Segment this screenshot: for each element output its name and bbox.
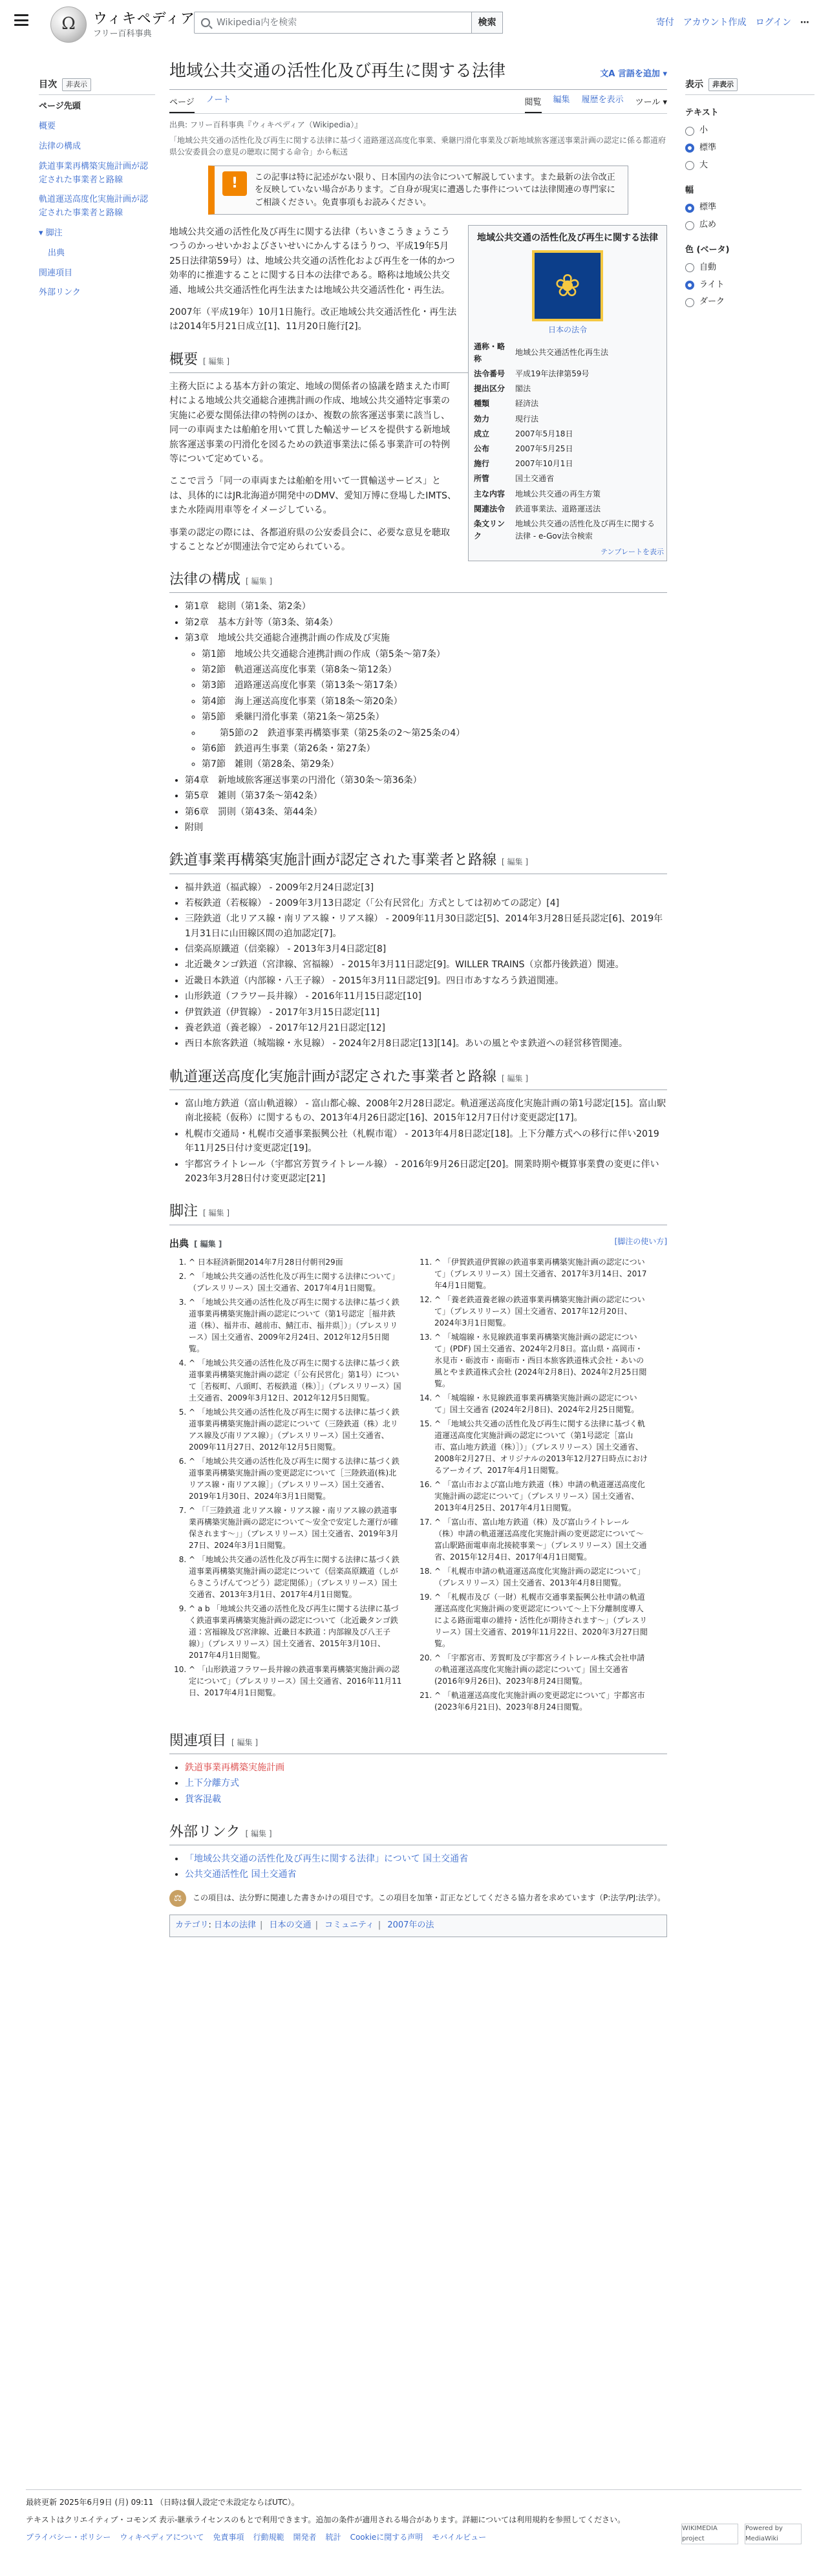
intro-paragraph-1: 地域公共交通の活性化及び再生に関する法律（ちいきこうきょうこうつうのかっせいかおよびさいせいにかんするほうりつ、平成19年5月25日法律第59号）は、地域公共交通の活性化および再生を一体的かつ効率的に推進することに関する日本の法律である。略称は地域公共交通、地域公共交通活性化再生法または地域公共交通活性化・再生法。 [169,227,455,295]
text-size-large[interactable]: 大 [685,159,814,173]
search-input[interactable] [194,12,472,34]
infobox-row [471,412,664,427]
tram-item[interactable]: • 富山地方鉄道（富山軌道線） - 富山都心線、2008年2月28日認定。軌道運送高度化実施計画の第1号認定[15]。富山駅南北接続（仮称）に関するもの、2013年4月26日認定[16]、2015年12月7日付け変更認定[17]。 [185,1097,667,1126]
infobox-label: 主な内容 [474,489,505,499]
structure-subitem: ◦ 第5節の2 鉄道事業再構築事業（第25条の2〜第25条の4） [202,726,667,740]
infobox-label: 成立 [474,429,490,438]
footer-link[interactable]: ウィキペディアについて [120,2533,204,2542]
toc-item-notes-label: 脚注 [45,228,63,238]
reference-item: 1. ^ 日本経済新聞2014年7月28日付朝刊29面 [189,1256,402,1268]
last-updated: 最終更新 2025年6月9日 (月) 09:11 （日時は個人設定で未設定ならばUTC）。 [26,2498,299,2507]
paulownia-emblem-icon[interactable]: ❀ [532,250,603,321]
search-icon [201,18,210,27]
section-tram: 軌道運送高度化実施計画が認定された事業者と路線 [ 編集 ] [169,1066,667,1090]
references [169,1256,667,1715]
appearance-panel [685,78,814,313]
structure-item: • 第1章 総則（第1条、第2条） [185,599,667,614]
structure-item: • 第6章 罰則（第43条、第44条） [185,805,667,819]
references-left [169,1256,402,1715]
reference-item: 14. ^ 「城端線・氷見線鉄道事業再構築実施計画の認定について」国土交通省 (2024年2月8日)、2024年2月25日閲覧。 [434,1392,648,1415]
infobox-value: 平成19年法律第59号 [515,369,590,379]
infobox-label: 通称・略称 [474,341,505,363]
wikipedia-globe-icon[interactable]: Ω [50,6,87,43]
reference-item: 18. ^ 「札幌市申請の軌道運送高度化実施計画の認定について」（プレスリリース）国土交通省、2013年4月8日閲覧。 [434,1565,648,1589]
wikimedia-badge[interactable]: WIKIMEDIA project [681,2524,738,2544]
stub-notice [169,1890,667,1907]
overview-paragraph-2: ここで言う「同一の車両または船舶を用いて一貫輸送サービス」とは、具体的にはJR北海道が開発中のDMV、愛知万博に登場したIMTS、また水陸両用車等をイメージしている。 [169,476,456,516]
rail-item[interactable]: • 福井鉄道（福武線） - 2009年2月24日認定[3] [185,881,667,895]
structure-item: • 第5章 雑則（第37条〜第42条） [185,789,667,803]
infobox-value: 現行法 [515,414,539,424]
reference-item: 11. ^ 「伊賀鉄道伊賀線の鉄道事業再構築実施計画の認定について」（プレスリリース）国土交通省、2017年3月14日、2017年4月1日閲覧。 [434,1256,648,1291]
show-template-link[interactable]: テンプレートを表示 [600,548,664,557]
references-right [415,1256,648,1715]
login-link[interactable]: ログイン [755,17,791,28]
page-tabs [169,94,667,114]
rail-item[interactable]: • 伊賀鉄道（伊賀線） - 2017年3月15日認定[11] [185,1005,667,1020]
table-of-contents [39,78,155,306]
category-links: カテゴリ: 日本の法律 | 日本の交通 | コミュニティ | 2007年の法 [169,1915,667,1937]
mediawiki-badge[interactable]: Powered by MediaWiki [745,2524,802,2544]
rail-list [169,881,667,1051]
section-structure: 法律の構成 [ 編集 ] [169,568,667,593]
tab-history[interactable]: 履歴を表示 [581,94,624,105]
text-size-label: テキスト [685,108,719,118]
create-account-link[interactable]: アカウント作成 [683,17,747,28]
section-sources: 出典 [ 編集 ] [脚注の使い方] [169,1236,667,1251]
reference-item: 9. ^ a b 「地域公共交通の活性化及び再生に関する法律に基づく鉄道事業再構築実施計画の認定について（北近畿タンゴ鉄道：宮福線及び宮津線、近畿日本鉄道：内部線及び八王子線）」（プレスリリース）国土交通省、2015年3月10日、2017年4月1日閲覧。 [189,1603,402,1661]
structure-item: • 第4章 新地域旅客運送事業の円滑化（第30条〜第36条） [185,773,667,788]
redirect-hatnote: 「地域公共交通の活性化及び再生に関する法律に基づく道路運送高度化事業、乗継円滑化事業及び新地域旅客運送事業計画の認定に係る都道府県公安委員会の意見の聴取に関する命令」から転送 [169,135,666,156]
rail-item[interactable]: • 西日本旅客鉄道（城端線・氷見線） - 2024年2月8日認定[13][14]。あいの風とやま鉄道への経営移管関連。 [185,1036,667,1051]
structure-item: • 第3章 地域公共交通総合連携計画の作成及び実施 ◦ 第1節 地域公共交通総合連携計画の作成（第5条〜第7条） ◦ 第2節 軌道運送高度化事業（第8条〜第12条） ◦ 第3節 道路運送高度化事業（第13条〜第17条） ◦ 第4節 海上運送高度化事業（第18条〜第20条） ◦ 第5節 乗継円滑化事業（第21条〜第25条） ◦ 第5節の2 鉄道事業再構築事業（第25条の2〜第25条の4） ◦ 第6節 鉄道再生事業（第26条・第27条） ◦ 第7節 雑則（第28条、第29条） [185,631,667,772]
color-label: 色 (ベータ) [685,244,730,255]
rail-item[interactable]: • 信楽高原鐵道（信楽線） - 2013年3月4日認定[8] [185,942,667,956]
section-related: 関連項目 [ 編集 ] [169,1730,667,1754]
tram-list [169,1097,667,1186]
reference-item: 10. ^ 「山形鉄道フラワー長井線の鉄道事業再構築実施計画の認定について」（プレスリリース）国土交通省、2016年11月11日、2017年4月1日閲覧。 [189,1664,402,1699]
main-menu-icon[interactable] [14,14,28,26]
infobox-label: 施行 [474,459,490,469]
external-item: • 公共交通活性化 国土交通省 [185,1867,667,1882]
infobox-value: 地域公共交通活性化再生法 [515,348,609,358]
rail-item[interactable]: • 三陸鉄道（北リアス線・南リアス線・リアス線） - 2009年11月30日認定[5]、2014年3月28日延長認定[6]、2019年1月31日に山田線区間の追加認定[7]。 [185,912,667,941]
main-content [169,52,667,1937]
infobox-value: 閣法 [515,384,531,394]
search-placeholder: Wikipedia内を検索 [217,17,297,28]
donate-link[interactable]: 寄付 [655,17,674,28]
tab-page[interactable]: ページ [169,94,195,114]
user-links [656,16,811,30]
edit-section-link[interactable]: [ 編集 ] [194,1239,222,1249]
reference-item: 20. ^ 「宇都宮市、芳賀町及び宇都宮ライトレール株式会社申請の軌道運送高度化実施計画の認定について」国土交通省 (2016年9月26日)、2023年8月24日閲覧。 [434,1652,648,1687]
category-link[interactable]: コミュニティ [325,1920,374,1930]
footer-link[interactable]: プライバシー・ポリシー [26,2533,111,2542]
footer-link[interactable]: 統計 [325,2533,341,2542]
reference-item: 16. ^ 「富山市および富山地方鉄道（株）申請の軌道運送高度化実施計画の認定について」（プレスリリース）国土交通省、2013年4月25日、2017年4月1日閲覧。 [434,1479,648,1514]
edit-section-link[interactable]: [ 編集 ] [245,1829,272,1838]
section-notes: 脚注 [ 編集 ] [169,1200,667,1225]
related-item: • 鉄道事業再構築実施計画 [185,1761,667,1775]
infobox-title: 地域公共交通の活性化及び再生に関する法律 [477,233,658,244]
infobox-label: 所管 [474,474,490,484]
infobox-row [471,517,664,544]
color-dark[interactable]: ダーク [685,295,814,309]
infobox-row [471,396,664,411]
toc-item-related[interactable]: 関連項目 [39,268,73,278]
rail-item[interactable]: • 若桜鉄道（若桜線） - 2009年3月13日認定（「公有民営化」方式としては初めての認定）[4] [185,896,667,910]
tram-item[interactable]: • 札幌市交通局・札幌市交通事業振興公社（札幌市電） - 2013年4月8日認定[18]。上下分離方式への移行に伴い2019年11月25日付け変更認定[19]。 [185,1127,667,1156]
infobox-row [471,427,664,442]
gavel-icon: ⚖ [169,1890,186,1907]
reference-item: 3. ^ 「地域公共交通の活性化及び再生に関する法律に基づく鉄道事業再構築実施計画の認定について（第1号認定［福井鉄道（株）、福井市、越前市、鯖江市、福井県］）」（プレスリリース）国土交通省、2009年2月24日、2012年12月5日閲覧。 [189,1296,402,1355]
toc-item-tram[interactable]: 軌道運送高度化実施計画が認定された事業者と路線 [39,195,149,219]
overview-paragraph-1: 主務大臣による基本方針の策定、地域の関係者の協議を踏まえた市町村による地域公共交通総合連携計画の作成、地域公共交通特定事業の実施に必要な関係法律の特例のほか、複数の旅客運送事業に該当し、同一の車両または船舶を用いて貫した輸送サービスを提供する新地域旅客運送事業の円滑化を図るための鉄道事業法に係る事業許可の特例等について定めている。 [169,381,450,464]
footer-link[interactable]: 免責事項 [213,2533,244,2542]
stub-text: この項目は、法分野に関連した書きかけの項目です。この項目を加筆・訂正などしてくださる協力者を求めています（P:法学/PJ:法学）。 [193,1893,666,1903]
refs-usage-link[interactable]: [脚注の使い方] [614,1236,667,1246]
rail-item[interactable]: • 養老鉄道（養老線） - 2017年12月21日認定[12] [185,1021,667,1035]
related-list [169,1761,667,1807]
infobox-label: 関連法令 [474,504,505,513]
structure-item: • 附則 [185,821,667,835]
infobox-value: 地域公共交通の再生方策 [515,489,601,499]
structure-subitem: ◦ 第5節 乗継円滑化事業（第21条〜第25条） [202,710,667,724]
section-overview: 概要 [ 編集 ] [169,349,667,373]
reference-item: 19. ^ 「札幌市及び（一財）札幌市交通事業振興公社申請の軌道運送高度化実施計画の変更認定について〜上下分離制度導入による路面電車の維持・活性化が期待されます〜」（プレスリリース）国土交通省、2019年11月22日、2020年3月27日閲覧。 [434,1591,648,1649]
reference-item: 13. ^ 「城端線・氷見線鉄道事業再構築実施計画の認定について」(PDF) 国土交通省、2024年2月8日。富山県・高岡市・氷見市・砺波市・南砺市・西日本旅客鉄道株式会社・あいの風とやま鉄道株式会社 (2024年2月8日)、2024年2月25日閲覧。 [434,1331,648,1390]
wordmark-sub: フリー百科事典 [93,29,152,39]
infobox-label: 条文リンク [474,519,505,541]
add-language-button[interactable]: 文A 言語を追加 ▾ [600,69,667,79]
toc-item-top[interactable]: ページ先頭 [39,102,81,112]
reference-item: 12. ^ 「養老鉄道養老線の鉄道事業再構築実施計画の認定について」（プレスリリース）国土交通省、2017年12月20日、2024年3月1日閲覧。 [434,1294,648,1329]
tram-item[interactable]: • 宇都宮ライトレール（宇都宮芳賀ライトレール線） - 2016年9月26日認定[20]。開業時期や概算事業費の変更に伴い2023年3月28日付け変更認定[21] [185,1157,667,1186]
infobox-value: 2007年5月18日 [515,429,573,438]
external-item: • 「地域公共交通の活性化及び再生に関する法律」について 国土交通省 [185,1852,667,1866]
external-list [169,1852,667,1882]
infobox-label: 効力 [474,414,490,424]
toc-item-external[interactable]: 外部リンク [39,288,81,298]
edit-section-link[interactable]: [ 編集 ] [502,857,529,867]
text-size-small[interactable]: 小 [685,124,814,138]
toc-title: 目次 [39,80,57,90]
infobox [468,225,667,561]
warning-icon: ! [222,171,247,196]
overview-paragraph-3: 事業の認定の際には、各都道府県の公安委員会に、必要な意見を聴取することなどが関連法令で定められている。 [169,527,450,552]
toc-hide-button[interactable]: 非表示 [62,78,91,91]
reference-item: 6. ^ 「地域公共交通の活性化及び再生に関する法律に基づく鉄道事業再構築実施計画の変更認定について［三陸鉄道(株)北リアス線・南リアス線］」（プレスリリース）国土交通省、2019年1月30日、2024年3月1日閲覧。 [189,1455,402,1502]
infobox-row [471,502,664,517]
section-rail: 鉄道事業再構築実施計画が認定された事業者と路線 [ 編集 ] [169,849,667,874]
infobox-row [471,487,664,502]
edit-section-link[interactable]: [ 編集 ] [203,1208,230,1218]
toc-item-notes[interactable] [39,228,63,238]
category-link[interactable]: 日本の交通 [269,1920,312,1930]
reference-item: 2. ^ 「地域公共交通の活性化及び再生に関する法律について」（プレスリリース）国土交通省、2017年4月1日閲覧。 [189,1271,402,1294]
related-item: • 貨客混載 [185,1792,667,1807]
width-standard[interactable]: 標準 [685,201,814,215]
reference-item: 17. ^ 「富山市、富山地方鉄道（株）及び富山ライトレール（株）申請の軌道運送高度化実施計画の変更認定について〜富山駅路面電車南北接続事業〜」（プレスリリース）国土交通省、2015年12月4日、2017年4月1日閲覧。 [434,1516,648,1563]
rail-item[interactable]: • 近畿日本鉄道（内部線・八王子線） - 2015年3月11日認定[9]。四日市あすなろう鉄道関連。 [185,974,667,988]
infobox-label: 公布 [474,444,490,453]
related-item: • 上下分離方式 [185,1776,667,1790]
reference-item: 7. ^ 「「三陸鉄道 北リアス線・リアス線・南リアス線の鉄道事業再構築実施計画の認定について〜安全で安定した運行が確保されます〜」」（プレスリリース）国土交通省、2019年3月27日、2024年3月1日閲覧。 [189,1505,402,1551]
reference-item: 4. ^ 「地域公共交通の活性化及び再生に関する法律に基づく鉄道事業再構築実施計画の認定（「公有民営化」第1号）について［若桜町、八頭町、若桜鉄道（株）］」（プレスリリース）国土交通省、2009年3月12日、2012年12月5日閲覧。 [189,1357,402,1404]
structure-subitem: ◦ 第2節 軌道運送高度化事業（第8条〜第12条） [202,663,667,677]
color-light[interactable]: ライト [685,279,814,292]
toc-item-rail[interactable]: 鉄道事業再構築実施計画が認定された事業者と路線 [39,161,149,185]
categories-label[interactable]: カテゴリ [175,1920,209,1930]
infobox-value: 地域公共交通の活性化及び再生に関する法律 - e-Gov法令検索 [515,519,655,541]
infobox-value: 国土交通省 [515,474,555,484]
infobox-label: 法令番号 [474,369,505,379]
footer-link[interactable]: 行動規範 [253,2533,284,2542]
search-form [194,12,503,34]
category-link[interactable]: 日本の法律 [214,1920,257,1930]
structure-subitem: ◦ 第3節 道路運送高度化事業（第13条〜第17条） [202,678,667,692]
infobox-row [471,471,664,486]
footer-link[interactable]: Cookieに関する声明 [350,2533,423,2542]
infobox-row [471,381,664,396]
category-link[interactable]: 2007年の法 [387,1920,434,1930]
section-external: 外部リンク [ 編集 ] [169,1821,667,1845]
tab-tools[interactable]: ツール ▾ [635,97,667,107]
toc-item-sources[interactable]: 出典 [48,248,65,258]
infobox-label: 提出区分 [474,384,505,394]
rail-item[interactable]: • 北近畿タンゴ鉄道（宮津線、宮福線） - 2015年3月11日認定[9]。WILLER TRAINS（京都丹後鉄道）関連。 [185,958,667,972]
wordmark-main: ウィキペディア [93,11,195,27]
wordmark[interactable] [93,8,195,41]
structure-subitem: ◦ 第1節 地域公共交通総合連携計画の作成（第5条〜第7条） [202,647,667,661]
width-label: 幅 [685,185,694,195]
structure-subitem: ◦ 第7節 雑則（第28条、第29条） [202,757,667,771]
from-line: 出典: フリー百科事典『ウィキペディア（Wikipedia）』 [169,120,363,130]
text-size-standard[interactable]: 標準 [685,142,814,155]
structure-subitem: ◦ 第4節 海上運送高度化事業（第18条〜第20条） [202,694,667,709]
site-header [0,0,830,45]
infobox-row [471,442,664,456]
edit-section-link[interactable]: [ 編集 ] [246,577,273,586]
structure-list [169,599,667,835]
more-options-icon[interactable]: ⋯ [800,17,811,28]
structure-subitem: ◦ 第6節 鉄道再生事業（第26条・第27条） [202,742,667,756]
toc-item-overview[interactable]: 概要 [39,122,56,132]
infobox-row [471,367,664,381]
infobox-value: 経済法 [515,399,539,409]
legal-disclaimer-box [208,166,628,215]
toc-toggle-icon[interactable]: ▾ [39,228,46,238]
infobox-table [471,339,664,544]
search-button[interactable]: 検索 [472,12,503,34]
infobox-value: 2007年10月1日 [515,459,573,469]
reference-item: 8. ^ 「地域公共交通の活性化及び再生に関する法律に基づく鉄道事業再構築実施計画の認定について（信楽高原鐵道（しがらきこうげんてつどう）認定関係）」（プレスリリース）国土交通省、2013年3月1日、2017年4月1日閲覧。 [189,1554,402,1600]
color-auto[interactable]: 自動 [685,261,814,275]
page-footer [26,2489,802,2544]
edit-section-link[interactable]: [ 編集 ] [203,356,230,366]
structure-item: • 第2章 基本方針等（第3条、第4条） [185,616,667,630]
intro-paragraph-2: 2007年（平成19年）10月1日施行。改正地域公共交通活性化・再生法は2014年5月21日成立[1]、11月20日施行[2]。 [169,307,457,332]
width-wide[interactable]: 広め [685,219,814,232]
appearance-hide-button[interactable]: 非表示 [708,78,738,91]
infobox-row [471,456,664,471]
license-text: テキストはクリエイティブ・コモンズ 表示-継承ライセンスのもとで利用できます。追加の条件が適用される場合があります。詳細については利用規約を参照してください。 [26,2515,626,2525]
infobox-caption[interactable]: 日本の法令 [548,325,587,335]
infobox-value: 鉄道事業法、道路運送法 [515,504,601,513]
reference-item: 5. ^ 「地域公共交通の活性化及び再生に関する法律に基づく鉄道事業再構築実施計画の認定について（三陸鉄道（株）北リアス線及び南リアス線）」（プレスリリース）国土交通省、2009年11月27日、2012年12月5日閲覧。 [189,1406,402,1453]
tab-talk[interactable]: ノート [206,94,231,105]
reference-item: 21. ^ 「軌道運送高度化実施計画の変更認定について」宇都宮市 (2023年6月21日)、2023年8月24日閲覧。 [434,1690,648,1713]
reference-item: 15. ^ 「地域公共交通の活性化及び再生に関する法律に基づく軌道運送高度化実施計画の認定について（第1号認定［富山市、富山地方鉄道（株）］）」（プレスリリース）国土交通省、2008年2月27日、オリジナルの2013年12月27日時点におけるアーカイブ、2017年4月1日閲覧。 [434,1418,648,1476]
appearance-title: 表示 [685,80,703,90]
footer-link[interactable]: モバイルビュー [432,2533,487,2542]
infobox-row [471,339,664,367]
disclaimer-text: この記事は特に記述がない限り、日本国内の法令について解説しています。また最新の法令改正を反映していない場合があります。ご自身が現実に遭遇した事件については法律関連の専門家にご相談ください。免責事項もお読みください。 [255,172,615,208]
edit-section-link[interactable]: [ 編集 ] [231,1737,259,1747]
footer-link[interactable]: 開発者 [293,2533,317,2542]
edit-section-link[interactable]: [ 編集 ] [502,1073,529,1083]
tab-edit[interactable]: 編集 [553,94,570,105]
infobox-value: 2007年5月25日 [515,444,573,453]
rail-item[interactable]: • 山形鉄道（フラワー長井線） - 2016年11月15日認定[10] [185,989,667,1004]
tab-read[interactable]: 閲覧 [525,94,542,114]
infobox-label: 種類 [474,399,490,409]
page-title: 地域公共交通の活性化及び再生に関する法律 文A 言語を追加 ▾ [169,58,667,90]
toc-item-structure[interactable]: 法律の構成 [39,141,81,151]
